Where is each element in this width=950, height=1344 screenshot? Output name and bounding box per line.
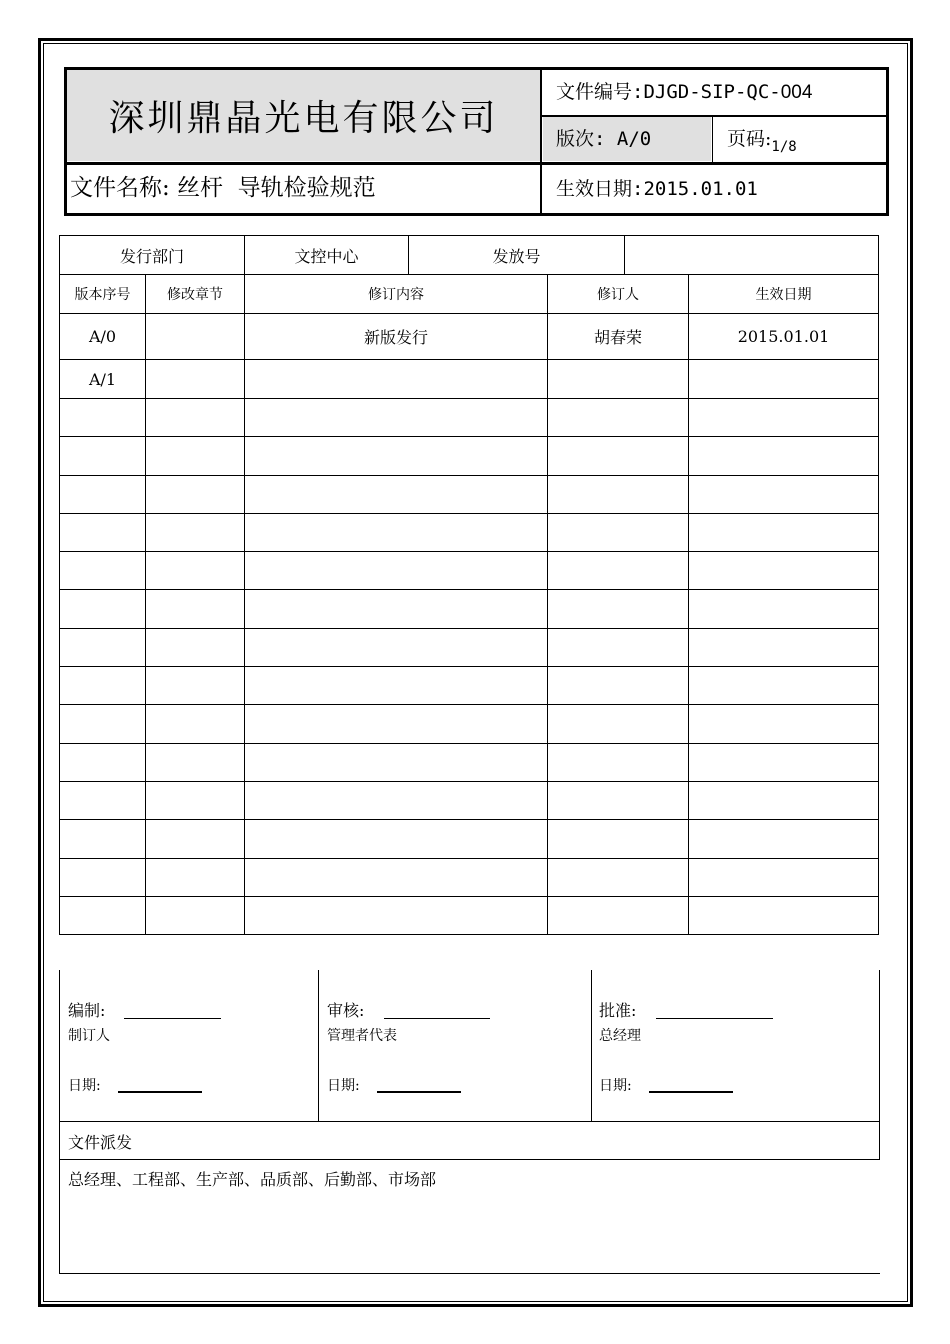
revision-rows (60, 314, 879, 935)
table-cell[interactable] (60, 667, 146, 705)
table-row (60, 820, 879, 858)
table-row (60, 628, 879, 666)
release-no-label: 发放号 (409, 236, 625, 275)
table-cell[interactable] (548, 628, 689, 666)
table-row (60, 437, 879, 475)
dept-label: 发行部门 (60, 236, 245, 275)
table-cell[interactable]: 新版发行 (245, 314, 548, 360)
distribution-bottom-border (59, 1273, 880, 1274)
column-header: 修改章节 (146, 275, 245, 314)
distribution-header (59, 1121, 880, 1160)
table-cell[interactable] (548, 858, 689, 896)
table-cell[interactable] (548, 399, 689, 437)
table-cell[interactable] (689, 820, 879, 858)
company-name: 深圳鼎晶光电有限公司 (67, 70, 540, 161)
table-cell[interactable] (689, 896, 879, 934)
table-cell[interactable] (689, 552, 879, 590)
table-cell[interactable] (689, 781, 879, 819)
table-cell[interactable] (60, 743, 146, 781)
table-cell[interactable] (548, 437, 689, 475)
table-cell[interactable] (146, 858, 245, 896)
table-cell[interactable] (60, 628, 146, 666)
table-cell[interactable] (146, 513, 245, 551)
table-cell[interactable] (146, 590, 245, 628)
table-row (60, 360, 879, 399)
table-row (60, 858, 879, 896)
table-cell[interactable] (245, 743, 548, 781)
table-cell[interactable] (146, 896, 245, 934)
table-header-row (60, 275, 879, 314)
table-cell[interactable] (689, 513, 879, 551)
table-row (60, 705, 879, 743)
table-cell[interactable] (689, 743, 879, 781)
table-cell[interactable] (689, 399, 879, 437)
table-cell[interactable] (689, 475, 879, 513)
table-cell[interactable] (548, 552, 689, 590)
table-cell[interactable] (689, 590, 879, 628)
table-cell[interactable] (548, 475, 689, 513)
table-cell[interactable] (689, 667, 879, 705)
table-cell[interactable] (60, 705, 146, 743)
table-cell[interactable] (60, 896, 146, 934)
column-header: 版本序号 (60, 275, 146, 314)
table-cell[interactable] (60, 590, 146, 628)
column-header: 生效日期 (689, 275, 879, 314)
dept-value: 文控中心 (245, 236, 409, 275)
table-cell[interactable] (146, 820, 245, 858)
reviewed-signature-line[interactable] (384, 1018, 490, 1019)
doc-number-suffix: 004 (780, 82, 813, 103)
prepared-signature-line[interactable] (124, 1018, 221, 1019)
table-cell[interactable] (60, 513, 146, 551)
table-cell[interactable] (146, 705, 245, 743)
table-cell[interactable] (146, 743, 245, 781)
doc-number-label: 文件编号:DJGD-SIP-QC- (556, 81, 781, 103)
table-cell[interactable] (548, 705, 689, 743)
table-cell[interactable] (60, 552, 146, 590)
table-cell[interactable] (548, 781, 689, 819)
table-cell[interactable] (548, 896, 689, 934)
prepared-label: 编制: (68, 1001, 106, 1020)
table-cell[interactable] (689, 705, 879, 743)
table-cell[interactable] (60, 437, 146, 475)
approved-date-label: 日期: (599, 1078, 632, 1094)
reviewed-date-label: 日期: (327, 1078, 360, 1094)
table-cell[interactable] (245, 705, 548, 743)
table-cell[interactable] (245, 590, 548, 628)
table-cell[interactable] (548, 820, 689, 858)
reviewed-role: 管理者代表 (327, 1028, 397, 1044)
doc-number (556, 77, 812, 104)
table-row (60, 314, 879, 360)
distribution-label: 文件派发 (68, 1133, 133, 1152)
table-cell[interactable] (60, 781, 146, 819)
table-cell[interactable] (689, 360, 879, 399)
table-cell[interactable] (146, 628, 245, 666)
table-row (60, 552, 879, 590)
version-label: 版次: A/0 (556, 128, 652, 150)
table-cell[interactable] (245, 437, 548, 475)
table-cell[interactable] (146, 667, 245, 705)
table-cell[interactable] (60, 858, 146, 896)
table-cell[interactable] (146, 552, 245, 590)
table-cell[interactable] (245, 667, 548, 705)
table-cell[interactable]: A/0 (60, 314, 146, 360)
table-cell[interactable] (689, 628, 879, 666)
column-header: 修订内容 (245, 275, 548, 314)
table-cell[interactable] (60, 475, 146, 513)
table-row (60, 667, 879, 705)
table-row (60, 743, 879, 781)
table-cell[interactable] (146, 360, 245, 399)
table-cell[interactable] (60, 820, 146, 858)
table-cell[interactable] (689, 437, 879, 475)
table-row (60, 399, 879, 437)
release-no-value[interactable] (625, 236, 879, 275)
effective-date: 生效日期:2015.01.01 (556, 178, 758, 200)
doc-name: 文件名称: 丝杆 导轨检验规范 (70, 175, 376, 201)
table-cell[interactable]: 胡春荣 (548, 314, 689, 360)
table-cell[interactable] (245, 360, 548, 399)
table-cell[interactable] (245, 781, 548, 819)
table-cell[interactable] (146, 437, 245, 475)
distribution-departments: 总经理、工程部、生产部、品质部、后勤部、市场部 (68, 1170, 437, 1189)
page-value: 1/8 (771, 139, 797, 155)
table-cell[interactable] (548, 360, 689, 399)
table-cell[interactable] (245, 858, 548, 896)
page-number (727, 124, 797, 155)
table-row (60, 896, 879, 934)
table-cell[interactable] (689, 858, 879, 896)
issue-row (60, 236, 879, 275)
table-cell[interactable] (146, 399, 245, 437)
table-row (60, 781, 879, 819)
table-row (60, 590, 879, 628)
table-cell[interactable] (548, 590, 689, 628)
table-cell[interactable] (245, 399, 548, 437)
table-cell[interactable] (60, 399, 146, 437)
table-cell[interactable] (245, 513, 548, 551)
approved-signature-line[interactable] (656, 1018, 773, 1019)
prepared-date-label: 日期: (68, 1078, 101, 1094)
revision-table (59, 235, 879, 935)
reviewed-date-line[interactable] (377, 1091, 461, 1093)
table-cell[interactable] (548, 667, 689, 705)
table-row (60, 513, 879, 551)
prepared-date-line[interactable] (118, 1091, 202, 1093)
table-cell[interactable] (245, 896, 548, 934)
approved-label: 批准: (599, 1001, 637, 1020)
table-cell[interactable]: A/1 (60, 360, 146, 399)
approved-date-line[interactable] (649, 1091, 733, 1093)
approved-role: 总经理 (599, 1028, 641, 1044)
reviewed-label: 审核: (327, 1001, 365, 1020)
page-label: 页码: (727, 128, 772, 150)
table-cell[interactable] (548, 513, 689, 551)
signature-section (59, 970, 880, 1122)
table-cell[interactable] (146, 781, 245, 819)
table-cell[interactable]: 2015.01.01 (689, 314, 879, 360)
prepared-role: 制订人 (68, 1028, 110, 1044)
table-row (60, 475, 879, 513)
distribution-left-border (59, 1159, 60, 1274)
table-cell[interactable] (245, 475, 548, 513)
table-cell[interactable] (245, 552, 548, 590)
table-cell[interactable] (146, 314, 245, 360)
table-cell[interactable] (548, 743, 689, 781)
table-cell[interactable] (245, 820, 548, 858)
table-cell[interactable] (245, 628, 548, 666)
column-header: 修订人 (548, 275, 689, 314)
table-cell[interactable] (146, 475, 245, 513)
